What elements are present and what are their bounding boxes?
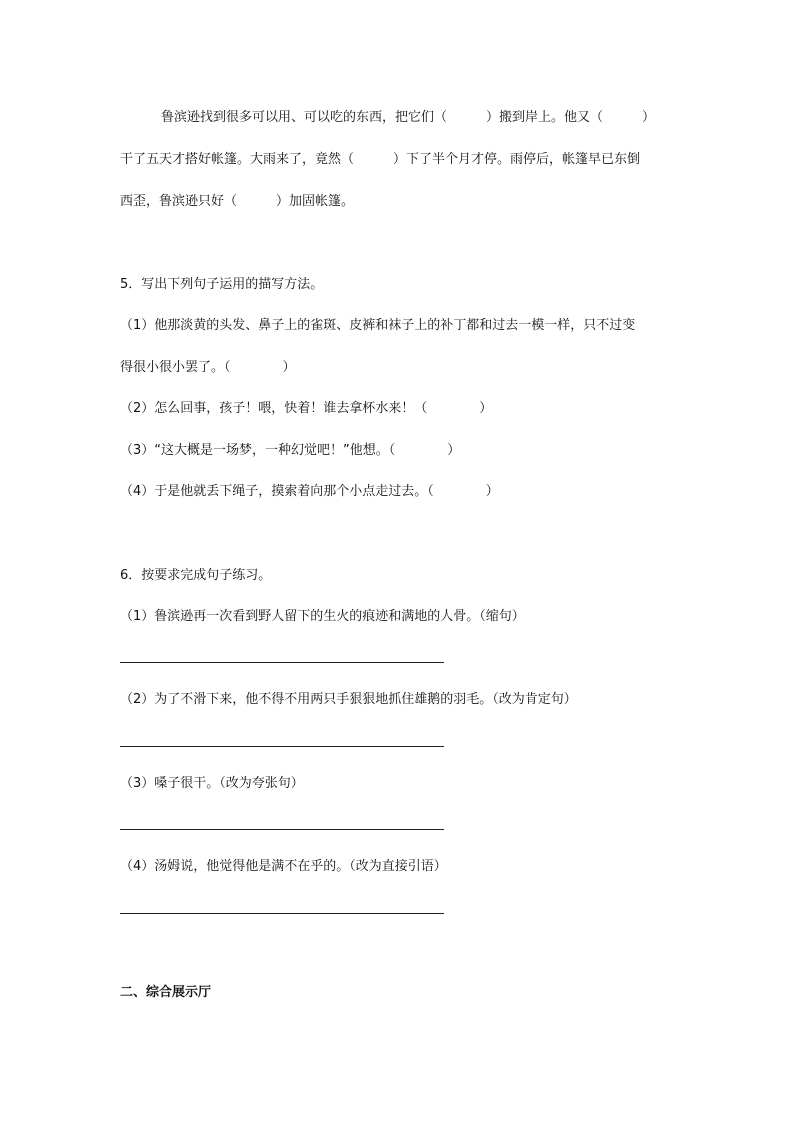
answer-line-3[interactable] (120, 829, 444, 830)
passage-line-3: 西歪，鲁滨逊只好（ ）加固帐篷。 (120, 194, 355, 209)
question-5-item-3: （3）“这大概是一场梦，一种幻觉吧！”他想。（ ） (120, 443, 461, 458)
question-5-item-1-line-2: 得很小很小罢了。（ ） (120, 360, 296, 375)
question-6-title: 6．按要求完成句子练习。 (120, 568, 272, 583)
question-6-item-1: （1）鲁滨逊再一次看到野人留下的生火的痕迹和满地的人骨。（缩句） (120, 609, 525, 624)
answer-line-1[interactable] (120, 662, 444, 663)
question-6-item-2: （2）为了不滑下来，他不得不用两只手狠狠地抓住雄鹅的羽毛。（改为肯定句） (120, 692, 577, 707)
question-6-item-3: （3）嗓子很干。（改为夸张句） (120, 776, 304, 791)
question-5-item-4: （4）于是他就丢下绳子，摸索着向那个小点走过去。（ ） (120, 484, 499, 499)
section-2-heading: 二、综合展示厅 (120, 985, 212, 1000)
question-5-item-1-line-1: （1）他那淡黄的头发、鼻子上的雀斑、皮裤和袜子上的补丁都和过去一模一样，只不过变 (120, 318, 636, 333)
answer-line-4[interactable] (120, 913, 444, 914)
passage-line-2: 干了五天才搭好帐篷。大雨来了，竟然（ ）下了半个月才停。雨停后，帐篷早已东倒 (120, 152, 641, 167)
question-5-title: 5．写出下列句子运用的描写方法。 (120, 277, 324, 292)
passage-line-1: 鲁滨逊找到很多可以用、可以吃的东西，把它们（ ）搬到岸上。他又（ ） (161, 110, 656, 125)
question-5-item-2: （2）怎么回事，孩子！喂，快着！谁去拿杯水来！（ ） (120, 401, 493, 416)
answer-line-2[interactable] (120, 746, 444, 747)
question-6-item-4: （4）汤姆说，他觉得他是满不在乎的。（改为直接引语） (120, 859, 447, 874)
